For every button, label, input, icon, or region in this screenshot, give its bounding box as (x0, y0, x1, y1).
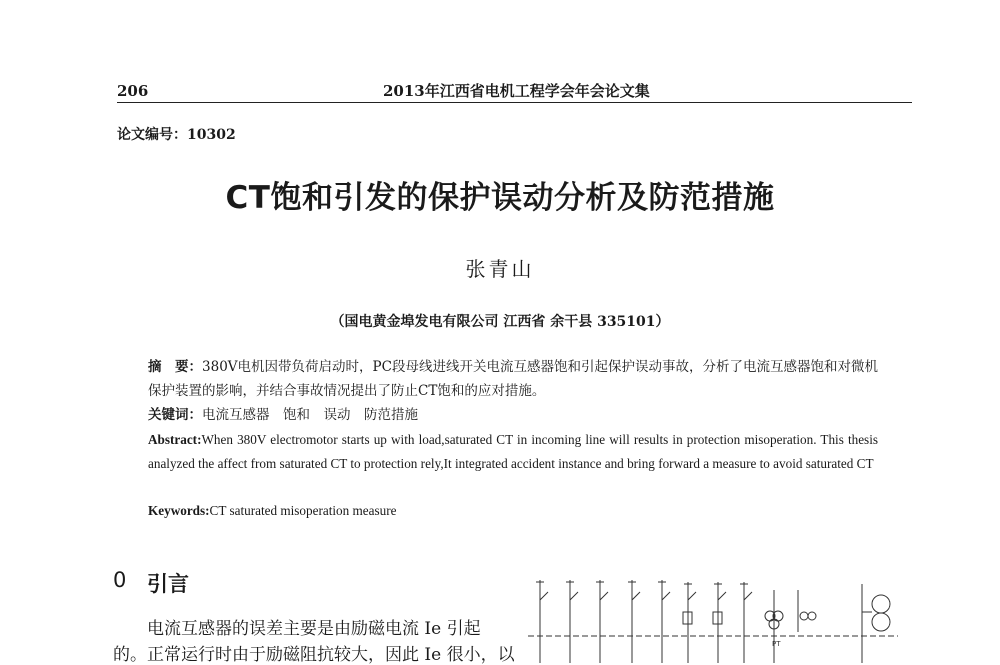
abstract-en-text: When 380V electromotor starts up with load,saturated CT in incoming line will results in protection misoperation. This thesis analyzed the affect from saturated CT to protection rely,It integrated accident instance and bring forward a measure to avoid saturated CT (148, 432, 878, 471)
feeder-8 (740, 582, 752, 663)
affiliation: （国电黄金埠发电有限公司 江西省 余干县 335101） (330, 314, 670, 330)
keywords-en (148, 499, 878, 523)
pt-group (765, 590, 816, 663)
abstract-cn-text: 380V电机因带负荷启动时，PC段母线进线开关电流互感器饱和引起保护误动事故，分析了电流互感器饱和对微机保护装置的影响，并结合事故情况提出了防止CT饱和的应对措施。 (148, 359, 879, 399)
keywords-cn (148, 403, 878, 427)
pt-label: PT (772, 640, 781, 648)
keywords-cn-text: 电流互感器 饱和 误动 防范措施 (202, 407, 418, 423)
circuit-diagram (528, 572, 898, 663)
feeder-5 (658, 580, 670, 663)
feeder-7 (713, 582, 726, 663)
running-head: 2013年江西省电机工程学会年会论文集 (383, 82, 650, 100)
paper-number: 论文编号：10302 (117, 127, 236, 143)
header-rule (117, 102, 912, 103)
page-number: 206 (117, 82, 149, 100)
abstract-cn-label: 摘 要： (148, 359, 203, 375)
body-text-line: 的。正常运行时由于励磁阻抗较大，因此 Ie 很小，以 (113, 645, 515, 665)
feeder-4 (628, 580, 640, 663)
abstract-en (148, 428, 878, 476)
keywords-en-text: CT saturated misoperation measure (209, 503, 397, 518)
abstract-cn (148, 355, 878, 403)
section-title: 引言 (147, 572, 189, 596)
section-number: 0 (113, 568, 127, 592)
keywords-cn-label: 关键词： (148, 407, 202, 423)
incomer (862, 584, 890, 663)
feeder-2 (566, 580, 578, 663)
body-text-line: 电流互感器的误差主要是由励磁电流 Ie 引起 (147, 619, 481, 639)
keywords-en-label: Keywords: (148, 503, 210, 518)
feeder-3 (596, 580, 608, 663)
paper-title: CT饱和引发的保护误动分析及防范措施 (225, 180, 775, 216)
feeder-6 (683, 582, 696, 663)
feeder-1 (536, 580, 548, 663)
abstract-en-label: Abstract: (148, 432, 202, 447)
author: 张青山 (465, 257, 535, 281)
